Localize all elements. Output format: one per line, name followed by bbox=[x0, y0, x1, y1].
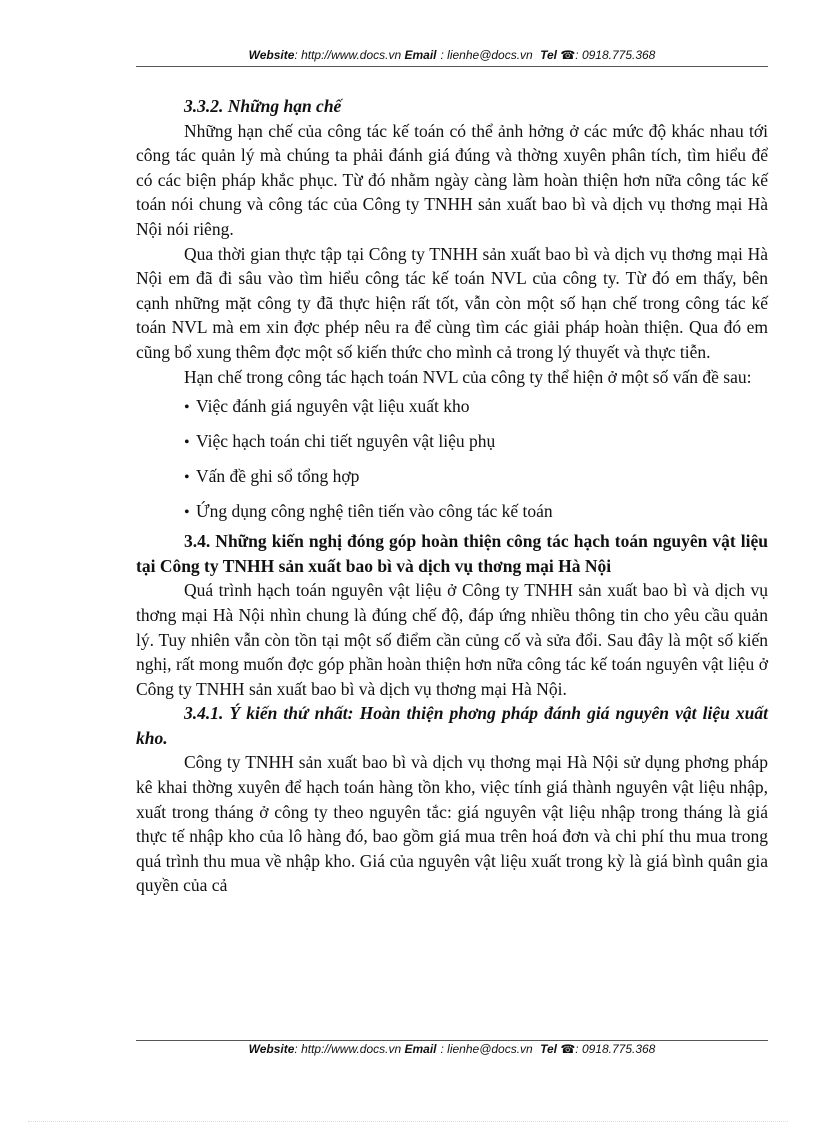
limitations-list bbox=[136, 389, 768, 529]
paragraph-limitations-intro: Những hạn chế của công tác kế toán có thể ảnh hởng ở các mức độ khác nhau tới công tác quản lý mà chúng ta phải đánh giá đúng và thờng xuyên phân tích, tìm hiểu để có các biện pháp khắc phục. Từ đó nhằm ngày càng làm hoàn thiện hơn nữa công tác kế toán nói chung và công tác của Công ty TNHH sản xuất bao bì và dịch vụ thơng mại Hà Nội nói riêng. bbox=[136, 120, 768, 239]
footer-website-url: : http://www.docs.vn bbox=[294, 1042, 402, 1056]
footer-email-label: Email bbox=[404, 1042, 437, 1056]
header-email-value: : lienhe@docs.vn bbox=[440, 48, 533, 62]
paragraph-internship: Qua thời gian thực tập tại Công ty TNHH sản xuất bao bì và dịch vụ thơng mại Hà Nội em đã đi sâu vào tìm hiểu công tác kế toán NVL của công ty. Từ đó em thấy, bên cạnh những mặt công ty đã thực hiện rất tốt, vẫn còn một số hạn chế trong công tác kế toán NVL mà em xin đợc phép nêu ra để cùng tìm các giải pháp hoàn thiện. Qua đó em cũng bổ xung thêm đợc một số kiến thức cho mình cả trong lý thuyết và thực tiễn. bbox=[136, 243, 768, 362]
paragraph-limitations-list-intro: Hạn chế trong công tác hạch toán NVL của công ty thể hiện ở một số vấn đề sau: bbox=[184, 366, 752, 387]
paragraph-valuation-method: Công ty TNHH sản xuất bao bì và dịch vụ thơng mại Hà Nội sử dụng phơng pháp kê khai thờng xuyên để hạch toán hàng tồn kho, việc tính giá thành nguyên vật liệu nhập, xuất trong tháng ở công ty theo nguyên tắc: giá nguyên vật liệu nhập trong tháng là giá thực tế nhập kho của lô hàng đó, bao gồm giá mua trên hoá đơn và chi phí thu mua trong quá trình thu mua về nhập kho. Giá của nguyên vật liệu xuất trong kỳ là giá bình quân gia quyền của cả bbox=[136, 752, 768, 896]
phone-icon: ☎ bbox=[560, 1042, 576, 1056]
footer-website-label: Website bbox=[248, 1042, 295, 1056]
page-header bbox=[136, 48, 768, 67]
list-item: • Việc hạch toán chi tiết nguyên vật liệu phụ bbox=[136, 424, 768, 459]
header-website-url: : http://www.docs.vn bbox=[294, 48, 402, 62]
section-heading-3-4-1: 3.4.1. Ý kiến thứ nhất: Hoàn thiện phơng pháp đánh giá nguyên vật liệu xuất kho. bbox=[136, 703, 768, 748]
footer-tel-label: Tel bbox=[540, 1042, 557, 1056]
bullet-icon: • bbox=[184, 434, 190, 452]
section-heading-3-4: 3.4. Những kiến nghị đóng góp hoàn thiện công tác hạch toán nguyên vật liệu tại Công ty TNHH sản xuất bao bì và dịch vụ thơng mại Hà Nội bbox=[136, 531, 768, 576]
list-item: • Ứng dụng công nghệ tiên tiến vào công tác kế toán bbox=[136, 494, 768, 529]
page-footer bbox=[136, 1040, 768, 1060]
footer-tel-value: : 0918.775.368 bbox=[575, 1042, 656, 1056]
section-heading-3-3-2: 3.3.2. Những hạn chế bbox=[184, 96, 342, 116]
header-tel-value: : 0918.775.368 bbox=[575, 48, 656, 62]
header-tel-label: Tel bbox=[540, 48, 557, 62]
phone-icon: ☎ bbox=[560, 48, 576, 62]
header-email-label: Email bbox=[404, 48, 437, 62]
bullet-icon: • bbox=[184, 399, 190, 417]
header-website-label: Website bbox=[248, 48, 295, 62]
paragraph-recommendations-intro: Quá trình hạch toán nguyên vật liệu ở Công ty TNHH sản xuất bao bì và dịch vụ thơng mại Hà Nội nhìn chung là đúng chế độ, đáp ứng nhiều thông tin cho yêu cầu quản lý. Tuy nhiên vẫn còn tồn tại một số điểm cần củng cố và sửa đổi. Sau đây là một số kiến nghị, rất mong muốn đợc góp phần hoàn thiện hơn nữa công tác kế toán nguyên vật liệu ở Công ty TNHH sản xuất bao bì và dịch vụ thơng mại Hà Nội. bbox=[136, 580, 768, 699]
list-item: • Vấn đề ghi sổ tổng hợp bbox=[136, 459, 768, 494]
bullet-icon: • bbox=[184, 469, 190, 487]
list-item: • Việc đánh giá nguyên vật liệu xuất kho bbox=[136, 389, 768, 424]
bullet-icon: • bbox=[184, 504, 190, 522]
document-body bbox=[136, 94, 768, 898]
footer-email-value: : lienhe@docs.vn bbox=[440, 1042, 533, 1056]
